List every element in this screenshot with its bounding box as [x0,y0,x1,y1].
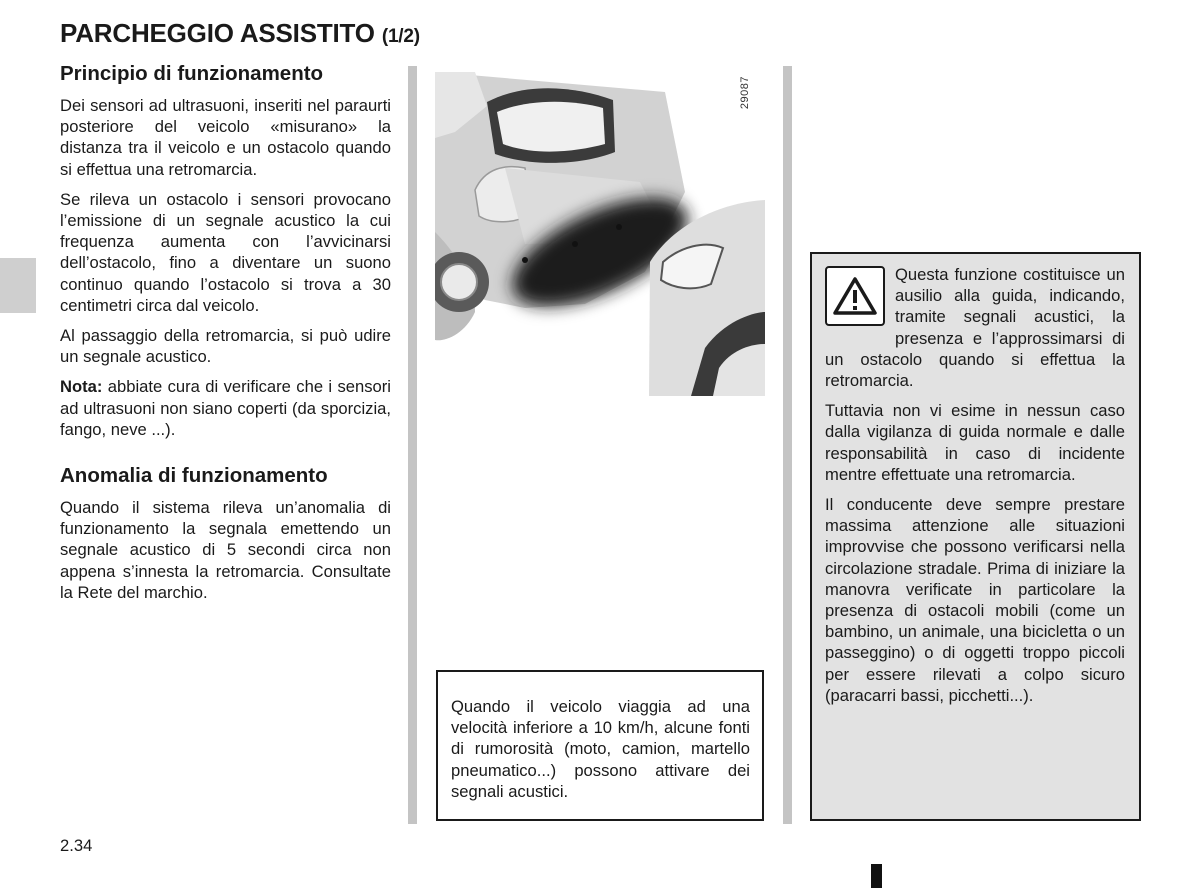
speed-note-box [436,670,764,821]
principle-paragraph-1: Dei sensori ad ultrasuoni, inseriti nel paraurti posteriore del veicolo «misurano» la distanza tra il veicolo e un ostacolo quando si effettua una retromarcia. [60,96,391,179]
illustration-code: 29087 [739,76,751,110]
chapter-thumb-tab [0,258,36,313]
section-heading-principle: Principio di funzionamento [60,62,324,85]
page-title-part: (1/2) [381,26,420,47]
warning-paragraph-2: Tuttavia non vi esime in nessun caso dalla vigilanza di guida normale e dalle responsabilità in caso di incidente mentre effettuate una retromarcia. [825,401,1125,484]
warning-paragraph-1: Questa funzione costituisce un ausilio alla guida, indicando, tramite segnali acustici, la presenza e l’approssimarsi di un ostacolo quando si effettua la retromarcia. [825,265,1125,391]
section-heading-anomaly: Anomalia di funzionamento [60,464,328,488]
warning-paragraph-3: Il conducente deve sempre prestare massima attenzione alle situazioni improvvise che possono verificarsi nella circolazione stradale. Prima di iniziare la manovra verificate in particolare la presenza di ostacoli mobili (come un bambino, un animale, una bicicletta o un passeggino) o di oggetti troppo piccoli per essere rilevati a colpo sicuro (paracarri bassi, picchetti...). [825,495,1125,705]
note-paragraph [60,376,391,440]
column-divider-right [783,66,792,824]
warning-triangle-icon [825,266,885,326]
principle-paragraph-2: Se rileva un ostacolo i sensori provocano l’emissione di un segnale acustico la cui frequenza aumenta con l’avvicinarsi dell’ostacolo, fino a diventare un suono continuo quando l’ostacolo si trova a 30 centimetri circa dal veicolo. [60,189,391,315]
page-number: 2.34 [60,836,93,855]
speed-note-text: Quando il veicolo viaggia ad una velocità inferiore a 10 km/h, alcune fonti di rumorosità (moto, camion, martello pneumatico...) possono attivare dei segnali acustici. [451,697,750,801]
car-rear-parking-sensors-illustration [435,72,765,396]
column-divider-left [408,66,417,824]
page-title [60,18,420,49]
principle-paragraph-3: Al passaggio della retromarcia, si può udire un segnale acustico. [60,326,391,367]
note-text: abbiate cura di verificare che i sensori ad ultrasuoni non siano coperti (da sporcizia, fango, neve ...). [60,377,391,439]
note-label: Nota: [60,377,103,397]
page-edge-marker [871,864,882,888]
warning-box [810,252,1141,821]
page-title-text: PARCHEGGIO ASSISTITO [60,18,375,48]
anomaly-paragraph: Quando il sistema rileva un’anomalia di funzionamento la segnala emettendo un segnale acustico di 5 secondi circa non appena s’innesta la retromarcia. Consultate la Rete del marchio. [60,498,391,602]
left-column [60,60,391,612]
